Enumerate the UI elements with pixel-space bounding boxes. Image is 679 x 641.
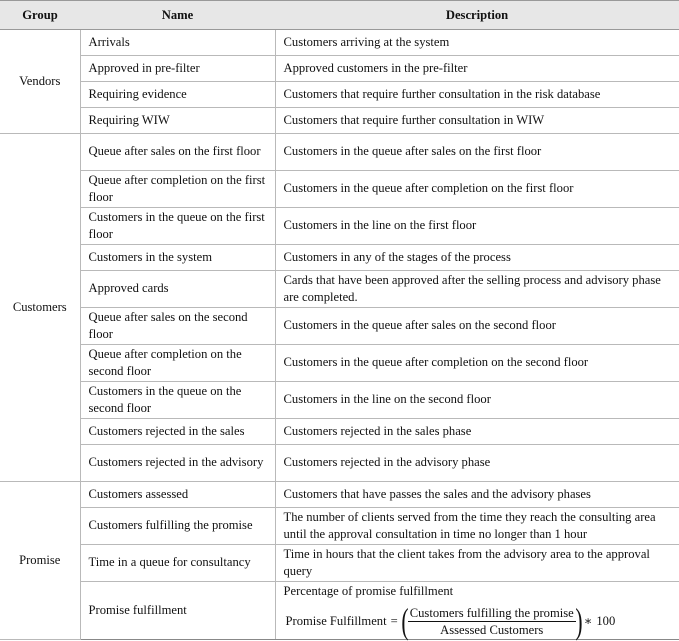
row-description: Approved customers in the pre-filter xyxy=(275,56,679,82)
row-name: Arrivals xyxy=(80,30,275,56)
table-row xyxy=(0,545,679,582)
table-row xyxy=(0,445,679,482)
row-description: Customers in any of the stages of the process xyxy=(275,245,679,271)
row-name: Customers in the queue on the second floor xyxy=(80,382,275,419)
table-row xyxy=(0,108,679,134)
formula-denominator: Assessed Customers xyxy=(440,622,544,637)
row-name: Queue after completion on the first floor xyxy=(80,171,275,208)
table-row xyxy=(0,582,679,640)
row-description: Customers in the line on the first floor xyxy=(275,208,679,245)
table-row xyxy=(0,171,679,208)
row-name: Customers fulfilling the promise xyxy=(80,508,275,545)
group-label-vendors: Vendors xyxy=(0,30,80,134)
formula-close-paren: ) xyxy=(575,601,583,641)
row-name: Approved cards xyxy=(80,271,275,308)
formula-equals: = xyxy=(390,613,398,628)
row-name: Queue after sales on the first floor xyxy=(80,134,275,171)
row-name: Queue after sales on the second floor xyxy=(80,308,275,345)
header-group: Group xyxy=(0,1,80,30)
formula-numerator: Customers fulfilling the promise xyxy=(409,605,574,620)
row-name: Requiring WIW xyxy=(80,108,275,134)
row-name: Customers in the system xyxy=(80,245,275,271)
table-row xyxy=(0,82,679,108)
vendors-section xyxy=(0,30,679,134)
table-row xyxy=(0,508,679,545)
promise-fulfillment-formula xyxy=(284,603,675,639)
row-description: Customers in the queue after sales on the second floor xyxy=(275,308,679,345)
table-row xyxy=(0,208,679,245)
row-description: Customers arriving at the system xyxy=(275,30,679,56)
header-row xyxy=(0,1,679,30)
row-description: The number of clients served from the time they reach the consulting area until the approval consultation in time no longer than 1 hour xyxy=(275,508,679,545)
formula-open-paren: ( xyxy=(401,601,409,641)
table-row xyxy=(0,271,679,308)
table-row xyxy=(0,134,679,171)
row-description: Customers that require further consultation in WIW xyxy=(275,108,679,134)
formula-fraction xyxy=(408,605,576,638)
row-name: Time in a queue for consultancy xyxy=(80,545,275,582)
row-description: Customers that require further consultation in the risk database xyxy=(275,82,679,108)
formula-times: ∗ xyxy=(583,613,593,628)
table-row xyxy=(0,308,679,345)
row-name: Customers assessed xyxy=(80,482,275,508)
table-row xyxy=(0,245,679,271)
row-name: Queue after completion on the second floor xyxy=(80,345,275,382)
table-row xyxy=(0,30,679,56)
row-description: Time in hours that the client takes from the advisory area to the approval query xyxy=(275,545,679,582)
row-description: Customers in the line on the second floor xyxy=(275,382,679,419)
row-description-formula xyxy=(275,582,679,640)
row-name: Customers rejected in the sales xyxy=(80,419,275,445)
table-row xyxy=(0,382,679,419)
row-description: Cards that have been approved after the selling process and advisory phase are completed. xyxy=(275,271,679,308)
promise-section xyxy=(0,482,679,640)
customers-section xyxy=(0,134,679,482)
row-name: Customers rejected in the advisory xyxy=(80,445,275,482)
row-name: Approved in pre-filter xyxy=(80,56,275,82)
group-label-promise: Promise xyxy=(0,482,80,640)
row-description: Customers in the queue after completion on the first floor xyxy=(275,171,679,208)
row-description: Customers that have passes the sales and the advisory phases xyxy=(275,482,679,508)
row-name: Promise fulfillment xyxy=(80,582,275,640)
row-description: Customers in the queue after completion on the second floor xyxy=(275,345,679,382)
row-description: Customers rejected in the advisory phase xyxy=(275,445,679,482)
table-row xyxy=(0,345,679,382)
row-description: Customers in the queue after sales on the first floor xyxy=(275,134,679,171)
group-label-customers: Customers xyxy=(0,134,80,482)
table-row xyxy=(0,419,679,445)
header-description: Description xyxy=(275,1,679,30)
row-description: Percentage of promise fulfillment xyxy=(283,584,454,598)
header-name: Name xyxy=(80,1,275,30)
row-name: Requiring evidence xyxy=(80,82,275,108)
row-description: Customers rejected in the sales phase xyxy=(275,419,679,445)
table-row xyxy=(0,56,679,82)
row-name: Customers in the queue on the first floor xyxy=(80,208,275,245)
table-row xyxy=(0,482,679,508)
formula-factor: 100 xyxy=(596,613,616,628)
formula-lhs: Promise Fulfillment xyxy=(285,613,387,628)
